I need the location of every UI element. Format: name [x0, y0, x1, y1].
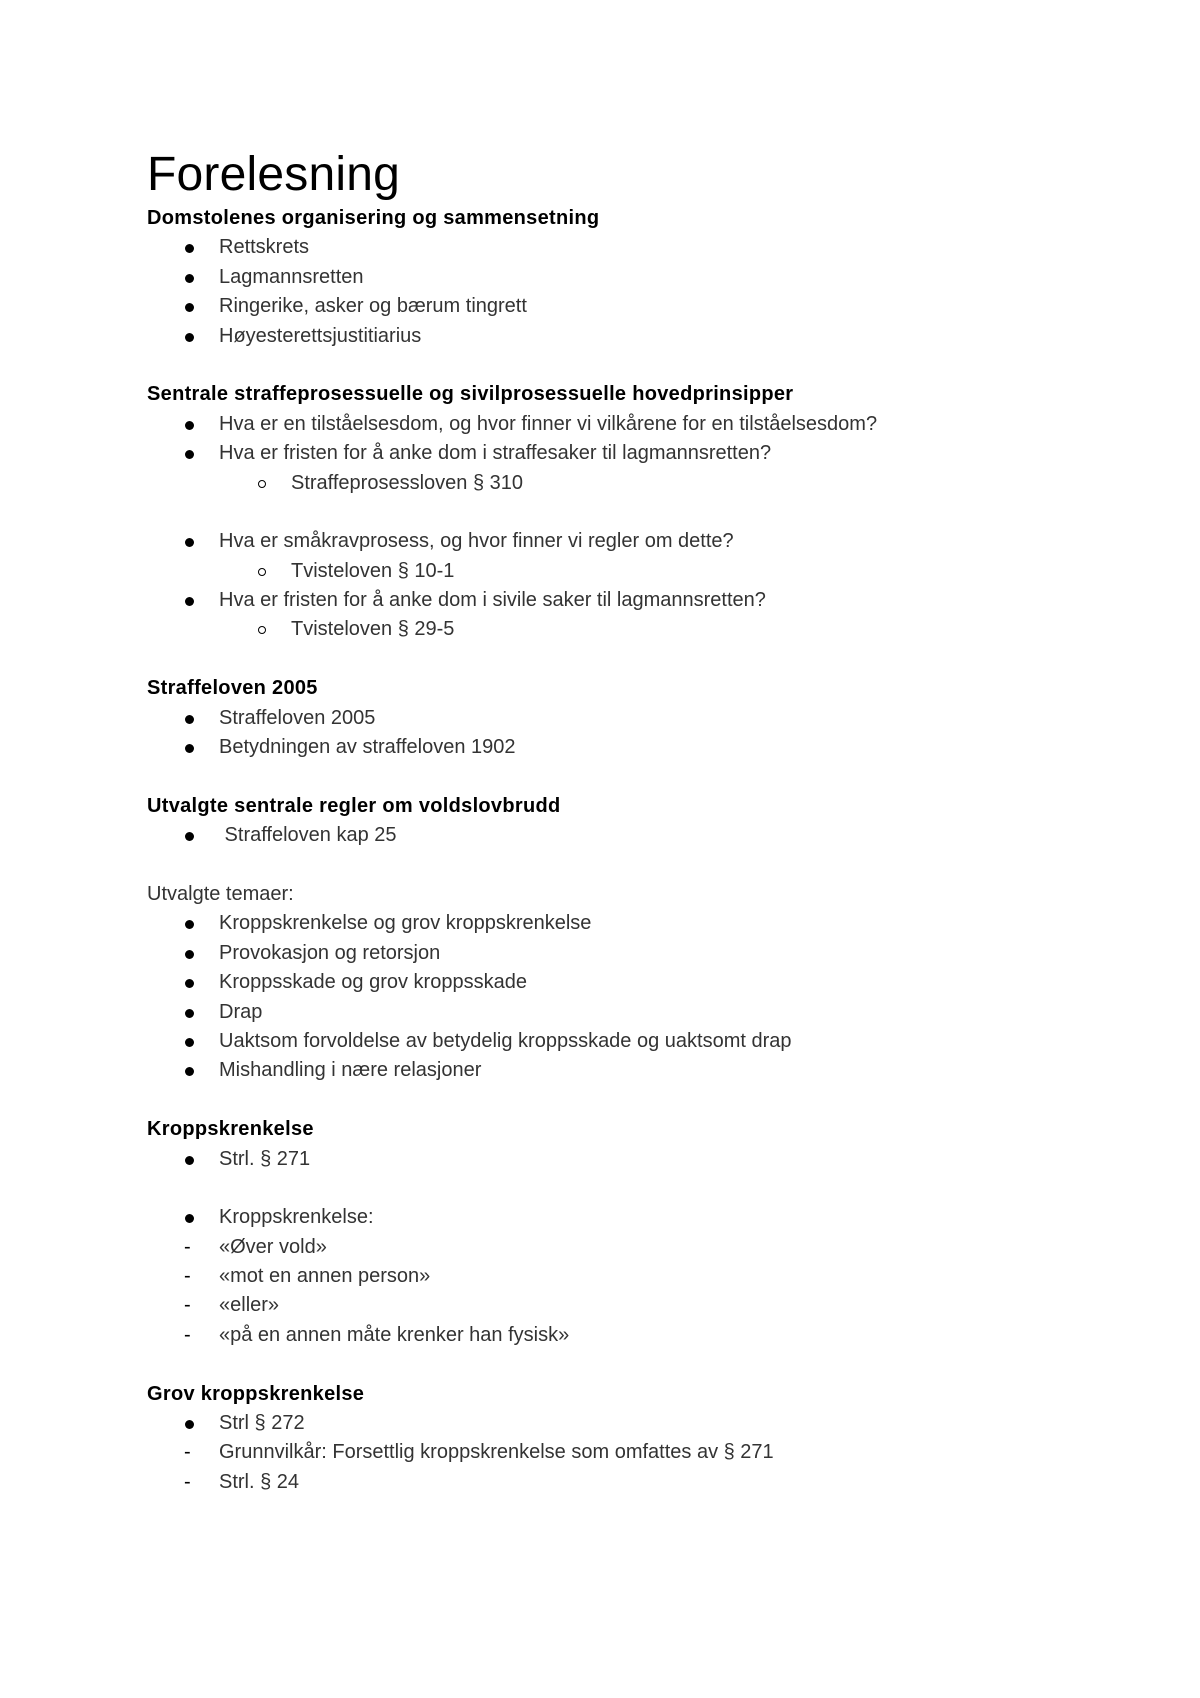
- bullet-icon: [185, 244, 194, 253]
- bullet-icon: [185, 920, 194, 929]
- blank-line: [147, 1174, 1107, 1203]
- bullet-icon: [185, 1156, 194, 1165]
- list-item: Kroppsskade og grov kroppsskade: [147, 968, 1107, 997]
- bullet-icon: [185, 421, 194, 430]
- list-item: Betydningen av straffeloven 1902: [147, 733, 1107, 762]
- bullet-icon: [185, 832, 194, 841]
- hollow-bullet-icon: [258, 480, 266, 488]
- list-item: Straffeloven kap 25: [147, 821, 1107, 850]
- blank-line: [147, 851, 1107, 880]
- blank-line: [147, 762, 1107, 791]
- list-item: Hva er småkravprosess, og hvor finner vi regler om dette?: [147, 527, 1107, 556]
- dash-item: - Grunnvilkår: Forsettlig kroppskrenkelse som omfattes av § 271: [147, 1438, 1107, 1467]
- list-item: Strl § 272: [147, 1409, 1107, 1438]
- blank-line: [147, 1086, 1107, 1115]
- dash-item: - «på en annen måte krenker han fysisk»: [147, 1321, 1107, 1350]
- bullet-icon: [185, 1214, 194, 1223]
- document-page: [147, 146, 1107, 1497]
- list-item: Mishandling i nære relasjoner: [147, 1056, 1107, 1085]
- bullet-icon: [185, 1038, 194, 1047]
- section-heading: Kroppskrenkelse: [147, 1118, 314, 1141]
- bullet-icon: [185, 274, 194, 283]
- blank-line: [147, 645, 1107, 674]
- bullet-icon: [185, 715, 194, 724]
- blank-line: [147, 351, 1107, 380]
- list-item: Lagmannsretten: [147, 263, 1107, 292]
- bullet-icon: [185, 303, 194, 312]
- bullet-icon: [185, 744, 194, 753]
- section-heading: Utvalgte sentrale regler om voldslovbrudd: [147, 794, 561, 817]
- dash-icon: -: [184, 1294, 191, 1317]
- list-item: Provokasjon og retorsjon: [147, 939, 1107, 968]
- list-item: Uaktsom forvoldelse av betydelig kroppsskade og uaktsomt drap: [147, 1027, 1107, 1056]
- list-item: Hva er fristen for å anke dom i sivile saker til lagmannsretten?: [147, 586, 1107, 615]
- dash-icon: -: [184, 1441, 191, 1464]
- bullet-icon: [185, 597, 194, 606]
- dash-item: - «Øver vold»: [147, 1233, 1107, 1262]
- dash-icon: -: [184, 1265, 191, 1288]
- hollow-bullet-icon: [258, 626, 266, 634]
- bullet-icon: [185, 1067, 194, 1076]
- bullet-icon: [185, 979, 194, 988]
- list-item: Kroppskrenkelse:: [147, 1203, 1107, 1232]
- section-heading: Grov kroppskrenkelse: [147, 1382, 365, 1405]
- bullet-icon: [185, 1420, 194, 1429]
- list-item: Drap: [147, 998, 1107, 1027]
- section-label: Utvalgte temaer:: [147, 882, 294, 905]
- bullet-icon: [185, 333, 194, 342]
- dash-icon: -: [184, 1470, 191, 1493]
- section-heading: Straffeloven 2005: [147, 677, 318, 700]
- section-heading: Domstolenes organisering og sammensetning: [147, 207, 600, 229]
- sub-list-item: Straffeprosessloven § 310: [147, 469, 1107, 498]
- bullet-icon: [185, 450, 194, 459]
- sub-list-item: Tvisteloven § 10-1: [147, 557, 1107, 586]
- dash-item: - «eller»: [147, 1291, 1107, 1320]
- bullet-icon: [185, 538, 194, 547]
- blank-line: [147, 1350, 1107, 1379]
- hollow-bullet-icon: [258, 568, 266, 576]
- list-item: Ringerike, asker og bærum tingrett: [147, 292, 1107, 321]
- list-item: Strl. § 271: [147, 1145, 1107, 1174]
- list-item: Hva er en tilståelsesdom, og hvor finner vi vilkårene for en tilståelsesdom?: [147, 410, 1107, 439]
- list-item: Hva er fristen for å anke dom i straffesaker til lagmannsretten?: [147, 439, 1107, 468]
- bullet-icon: [185, 1009, 194, 1018]
- section-heading: Sentrale straffeprosessuelle og sivilprosessuelle hovedprinsipper: [147, 383, 794, 406]
- list-item: Rettskrets: [147, 233, 1107, 262]
- dash-icon: -: [184, 1323, 191, 1346]
- blank-line: [147, 498, 1107, 527]
- list-item: Kroppskrenkelse og grov kroppskrenkelse: [147, 909, 1107, 938]
- sub-list-item: Tvisteloven § 29-5: [147, 615, 1107, 644]
- document-title: Forelesning: [147, 148, 401, 201]
- list-item: Straffeloven 2005: [147, 704, 1107, 733]
- dash-item: - «mot en annen person»: [147, 1262, 1107, 1291]
- dash-item: - Strl. § 24: [147, 1468, 1107, 1497]
- bullet-icon: [185, 950, 194, 959]
- dash-icon: -: [184, 1235, 191, 1258]
- list-item: Høyesterettsjustitiarius: [147, 322, 1107, 351]
